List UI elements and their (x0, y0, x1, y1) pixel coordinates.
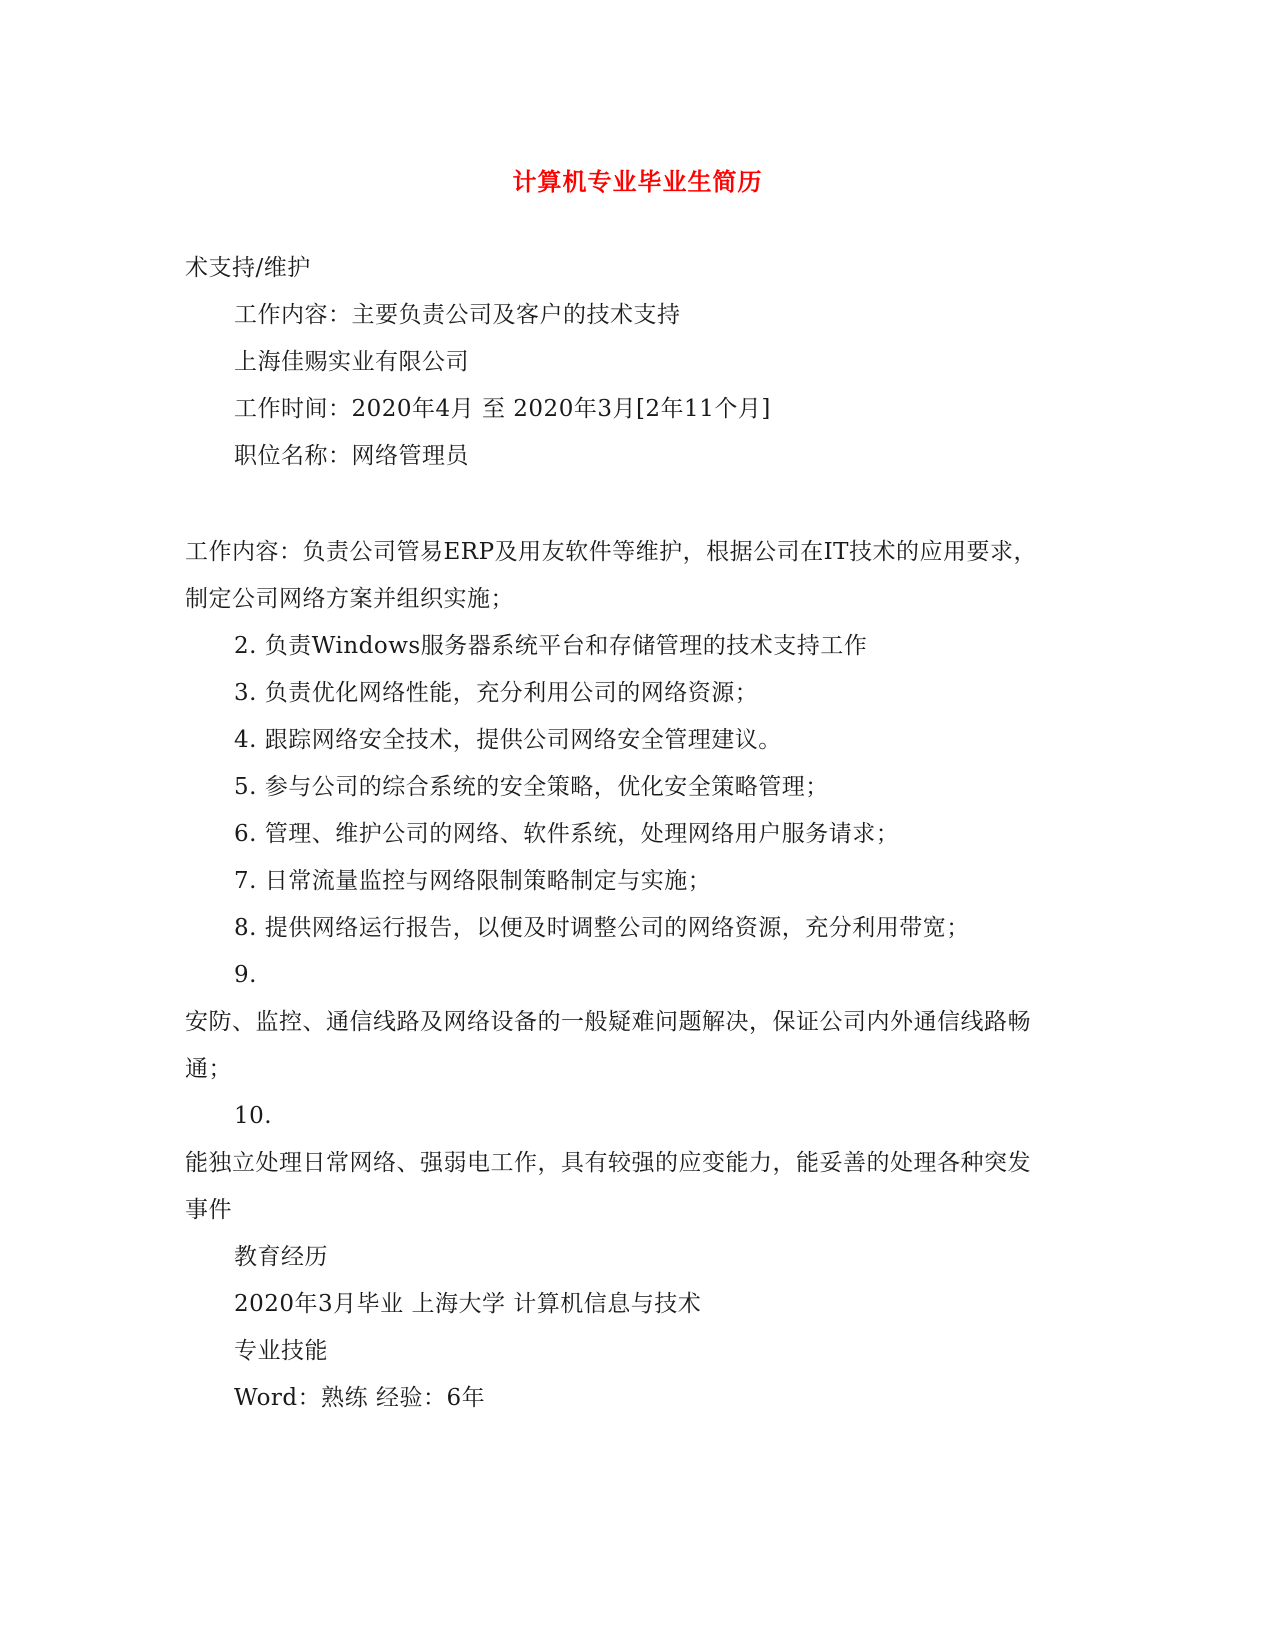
text-line: 安防、监控、通信线路及网络设备的一般疑难问题解决，保证公司内外通信线路畅 (185, 1009, 1031, 1035)
text-line: 工作内容：负责公司管易ERP及用友软件等维护，根据公司在IT技术的应用要求， (185, 539, 1038, 565)
section-heading-skills: 专业技能 (234, 1338, 328, 1364)
list-item: 2. 负责Windows服务器系统平台和存储管理的技术支持工作 (234, 633, 868, 659)
text-line: 工作时间：2020年4月 至 2020年3月[2年11个月] (234, 396, 771, 422)
list-item-number: 9. (234, 962, 257, 988)
document-title: 计算机专业毕业生简历 (512, 168, 763, 196)
text-line: 通； (185, 1056, 232, 1082)
list-item: 3. 负责优化网络性能，充分利用公司的网络资源； (234, 680, 759, 706)
text-line: 能独立处理日常网络、强弱电工作，具有较强的应变能力，能妥善的处理各种突发 (185, 1150, 1031, 1176)
list-item: 7. 日常流量监控与网络限制策略制定与实施； (234, 868, 712, 894)
list-item: 4. 跟踪网络安全技术，提供公司网络安全管理建议。 (234, 727, 782, 753)
list-item: 5. 参与公司的综合系统的安全策略，优化安全策略管理； (234, 774, 829, 800)
list-item: 6. 管理、维护公司的网络、软件系统，处理网络用户服务请求； (234, 821, 900, 847)
section-heading-education: 教育经历 (234, 1244, 328, 1270)
list-item-number: 10. (234, 1103, 273, 1129)
text-line: 工作内容：主要负责公司及客户的技术支持 (234, 302, 681, 328)
text-line: 制定公司网络方案并组织实施； (185, 586, 514, 612)
text-line: Word：熟练 经验：6年 (234, 1385, 486, 1411)
text-line: 职位名称：网络管理员 (234, 443, 469, 469)
text-line: 术支持/维护 (185, 255, 311, 281)
text-line: 事件 (185, 1197, 232, 1223)
text-line: 2020年3月毕业 上海大学 计算机信息与技术 (234, 1291, 702, 1317)
list-item: 8. 提供网络运行报告，以便及时调整公司的网络资源，充分利用带宽； (234, 915, 970, 941)
text-line: 上海佳赐实业有限公司 (234, 349, 469, 375)
